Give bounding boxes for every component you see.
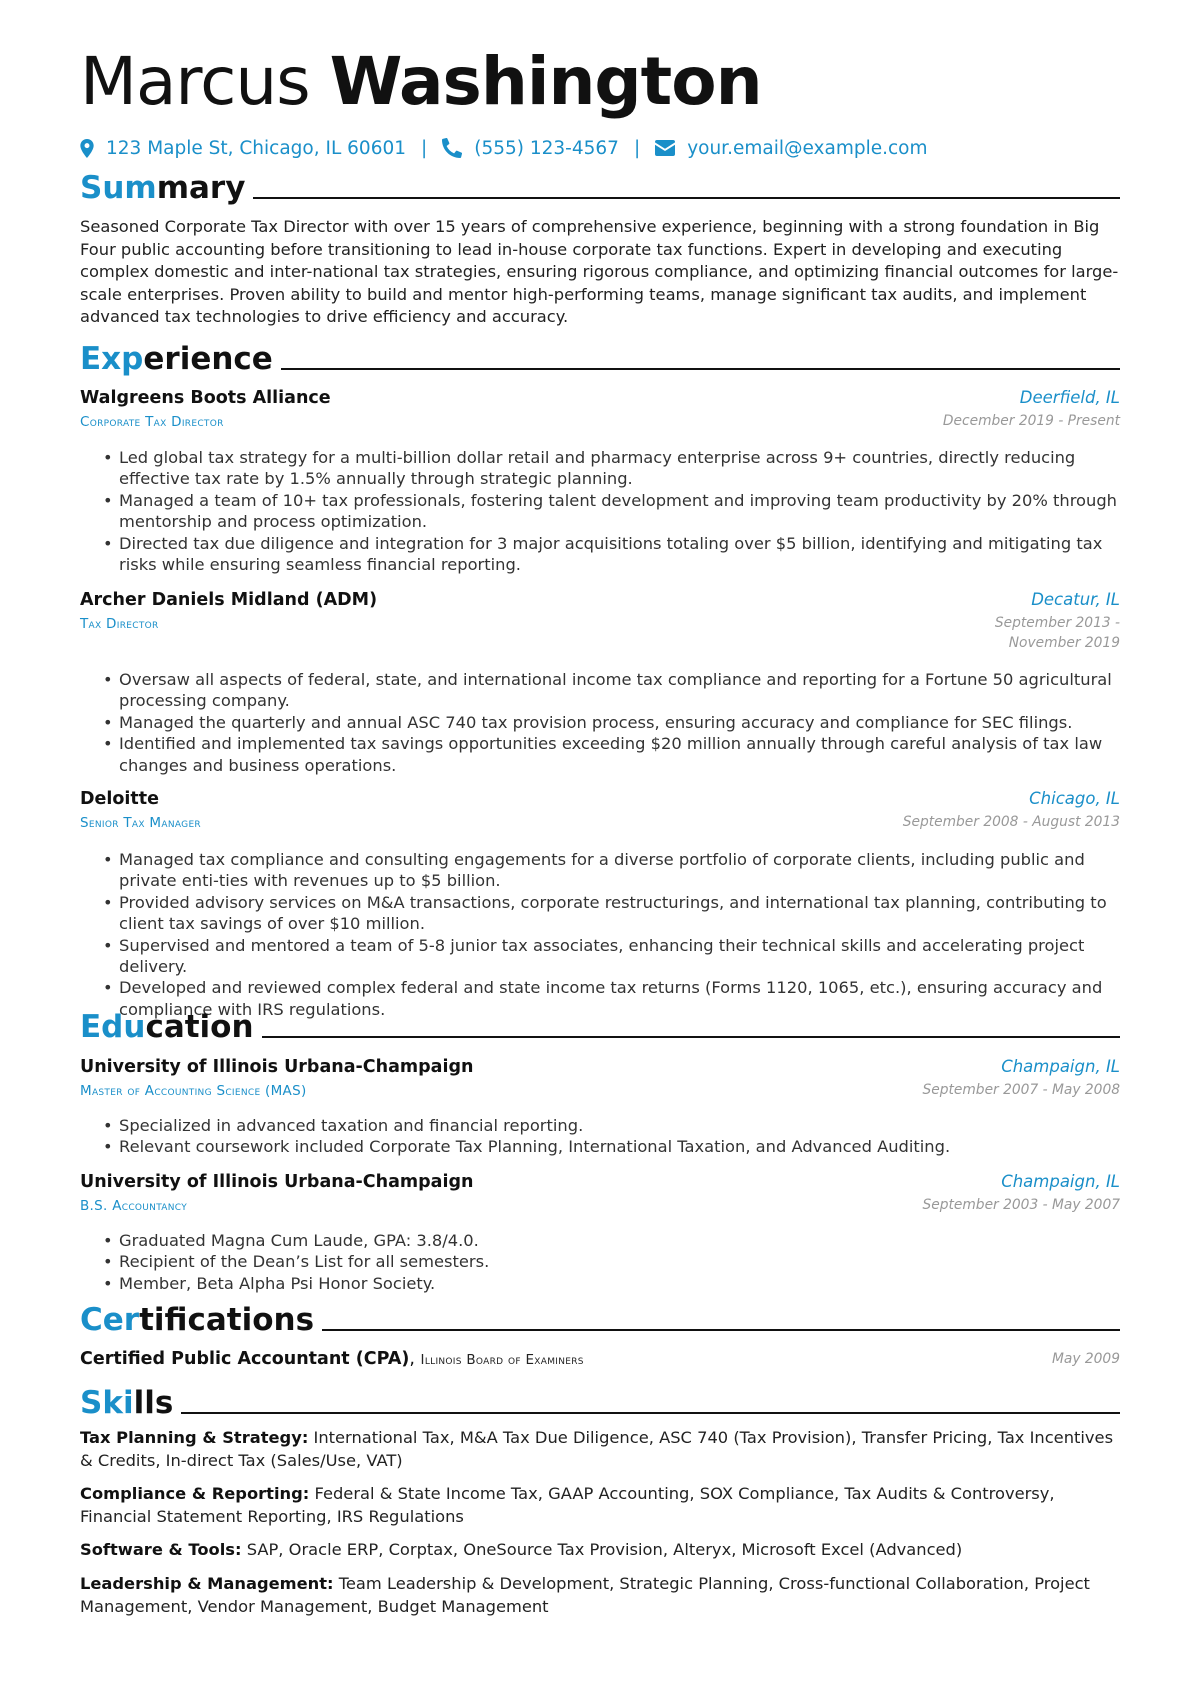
skill-values: SAP, Oracle ERP, Corptax, OneSource Tax Provision, Alteryx, Microsoft Excel (Advanced) [246, 1540, 963, 1559]
job-dates: December 2019 - Present [942, 413, 1120, 429]
list-item: • Led global tax strategy for a multi-billion dollar retail and pharmacy enterprise across 9+ countries, directly reducing effective tax rate by 1.5% annually through strategic planning. [80, 447, 1120, 490]
list-item: • Managed the quarterly and annual ASC 740 tax provision process, ensuring accuracy and compliance for SEC filings. [80, 712, 1120, 733]
section-rule [262, 1036, 1120, 1038]
section-heading-summary: Summary [80, 167, 1120, 207]
list-item: • Identified and implemented tax savings opportunities exceeding $20 million annually through careful analysis of tax law changes and business operations. [80, 733, 1120, 776]
list-item: • Managed a team of 10+ tax professionals, fostering talent development and improving team productivity by 20% through mentorship and process optimization. [80, 490, 1120, 533]
degree-title: Master of Accounting Science (MAS) [80, 1083, 307, 1099]
contact-separator: | [421, 137, 428, 159]
company-name: Walgreens Boots Alliance [80, 388, 331, 408]
contact-bar [80, 134, 928, 162]
school-location: Champaign, IL [1001, 1172, 1120, 1191]
skill-values: International Tax, M&A Tax Due Diligence, ASC 740 (Tax Provision), Transfer Pricing, Tax Incentives & Credits, In-direct Tax (Sales/Use, VAT) [80, 1428, 1114, 1470]
skill-row [80, 1483, 1120, 1528]
school-location: Champaign, IL [1001, 1057, 1120, 1076]
skill-values: Federal & State Income Tax, GAAP Accounting, SOX Compliance, Tax Audits & Controversy, Financial Statement Reporting, IRS Regulations [80, 1484, 1055, 1526]
section-heading-skills: Skills [80, 1382, 1120, 1422]
list-item: • Supervised and mentored a team of 5-8 junior tax associates, enhancing their technical skills and accelerating project delivery. [80, 935, 1120, 978]
job-location: Chicago, IL [1029, 789, 1120, 808]
skill-row [80, 1573, 1120, 1618]
phone-icon [442, 138, 462, 158]
list-item: • Managed tax compliance and consulting engagements for a diverse portfolio of corporate clients, including public and private enti-ties with revenues up to $5 billion. [80, 849, 1120, 892]
school-name: University of Illinois Urbana-Champaign [80, 1172, 474, 1192]
section-heading-experience: Experience [80, 338, 1120, 378]
school-name: University of Illinois Urbana-Champaign [80, 1057, 474, 1077]
skill-category: Software & Tools: [80, 1540, 242, 1559]
company-name: Archer Daniels Midland (ADM) [80, 590, 378, 610]
certification-org: Illinois Board of Examiners [420, 1352, 584, 1368]
certification-date: May 2009 [1051, 1351, 1120, 1367]
education-bullets [80, 1230, 1120, 1294]
section-rule [181, 1412, 1120, 1414]
job-bullets [80, 849, 1120, 1020]
list-item: • Member, Beta Alpha Psi Honor Society. [80, 1273, 1120, 1294]
certification-name: Certified Public Accountant (CPA) [80, 1349, 410, 1369]
job-location: Decatur, IL [1031, 590, 1120, 609]
list-item: • Directed tax due diligence and integration for 3 major acquisitions totaling over $5 billion, identifying and mitigating tax risks while ensuring seamless financial reporting. [80, 533, 1120, 576]
job-title: Tax Director [80, 616, 159, 632]
list-item: • Provided advisory services on M&A transactions, corporate restructurings, and international tax planning, contributing to client tax savings of over $10 million. [80, 892, 1120, 935]
email-link[interactable]: your.email@example.com [687, 137, 928, 159]
summary-text: Seasoned Corporate Tax Director with over 15 years of comprehensive experience, beginning with a strong foundation in Big Four public accounting before transitioning to lead in-house corporate tax functions. Expert in developing and executing complex domestic and inter-national tax strategies, ensuring rigorous compliance, and optimizing financial outcomes for large-scale enterprises. Proven ability to build and mentor high-performing teams, manage significant tax audits, and implement advanced tax technologies to drive efficiency and accuracy. [80, 217, 1119, 327]
job-bullets [80, 447, 1120, 575]
job-title: Senior Tax Manager [80, 815, 201, 831]
certification-item: Certified Public Accountant (CPA), Illinois Board of Examiners [80, 1349, 584, 1369]
map-marker-icon [80, 139, 94, 158]
skill-row [80, 1539, 1120, 1562]
first-name: Marcus [80, 43, 310, 120]
section-heading-certifications: Certifications [80, 1299, 1120, 1339]
list-item: • Developed and reviewed complex federal and state income tax returns (Forms 1120, 1065, etc.), ensuring accuracy and compliance with IRS regulations. [80, 977, 1120, 1020]
company-name: Deloitte [80, 789, 160, 809]
section-rule [281, 368, 1120, 370]
section-rule [253, 197, 1120, 199]
job-dates: September 2013 - November 2019 [994, 615, 1120, 651]
education-dates: September 2003 - May 2007 [922, 1197, 1120, 1213]
contact-phone [442, 138, 619, 159]
contact-address [80, 138, 406, 159]
contact-email [655, 138, 927, 159]
job-title: Corporate Tax Director [80, 414, 224, 430]
skill-category: Compliance & Reporting: [80, 1484, 310, 1503]
job-bullets [80, 669, 1120, 776]
phone-text[interactable]: (555) 123-4567 [474, 137, 619, 159]
skill-category: Tax Planning & Strategy: [80, 1428, 309, 1447]
list-item: • Specialized in advanced taxation and financial reporting. [80, 1115, 1120, 1136]
skill-values: Team Leadership & Development, Strategic Planning, Cross-functional Collaboration, Project Management, Vendor Management, Budget Management [80, 1574, 1090, 1616]
education-dates: September 2007 - May 2008 [922, 1082, 1120, 1098]
list-item: • Graduated Magna Cum Laude, GPA: 3.8/4.0. [80, 1230, 1120, 1251]
contact-separator: | [633, 137, 641, 159]
job-location: Deerfield, IL [1019, 388, 1120, 407]
last-name: Washington [329, 43, 762, 120]
degree-title: B.S. Accountancy [80, 1198, 188, 1214]
job-dates: September 2008 - August 2013 [902, 814, 1120, 830]
list-item: • Recipient of the Dean’s List for all semesters. [80, 1251, 1120, 1272]
skill-category: Leadership & Management: [80, 1574, 334, 1593]
envelope-icon [655, 140, 675, 156]
skill-row [80, 1427, 1120, 1472]
list-item: • Oversaw all aspects of federal, state, and international income tax compliance and reporting for a Fortune 50 agricultural processing company. [80, 669, 1120, 712]
section-heading-education: Education [80, 1006, 1120, 1046]
list-item: • Relevant coursework included Corporate Tax Planning, International Taxation, and Advanced Auditing. [80, 1136, 1120, 1157]
candidate-name [80, 42, 762, 122]
education-bullets [80, 1115, 1120, 1158]
section-rule [322, 1329, 1120, 1331]
address-text: 123 Maple St, Chicago, IL 60601 [106, 137, 407, 159]
